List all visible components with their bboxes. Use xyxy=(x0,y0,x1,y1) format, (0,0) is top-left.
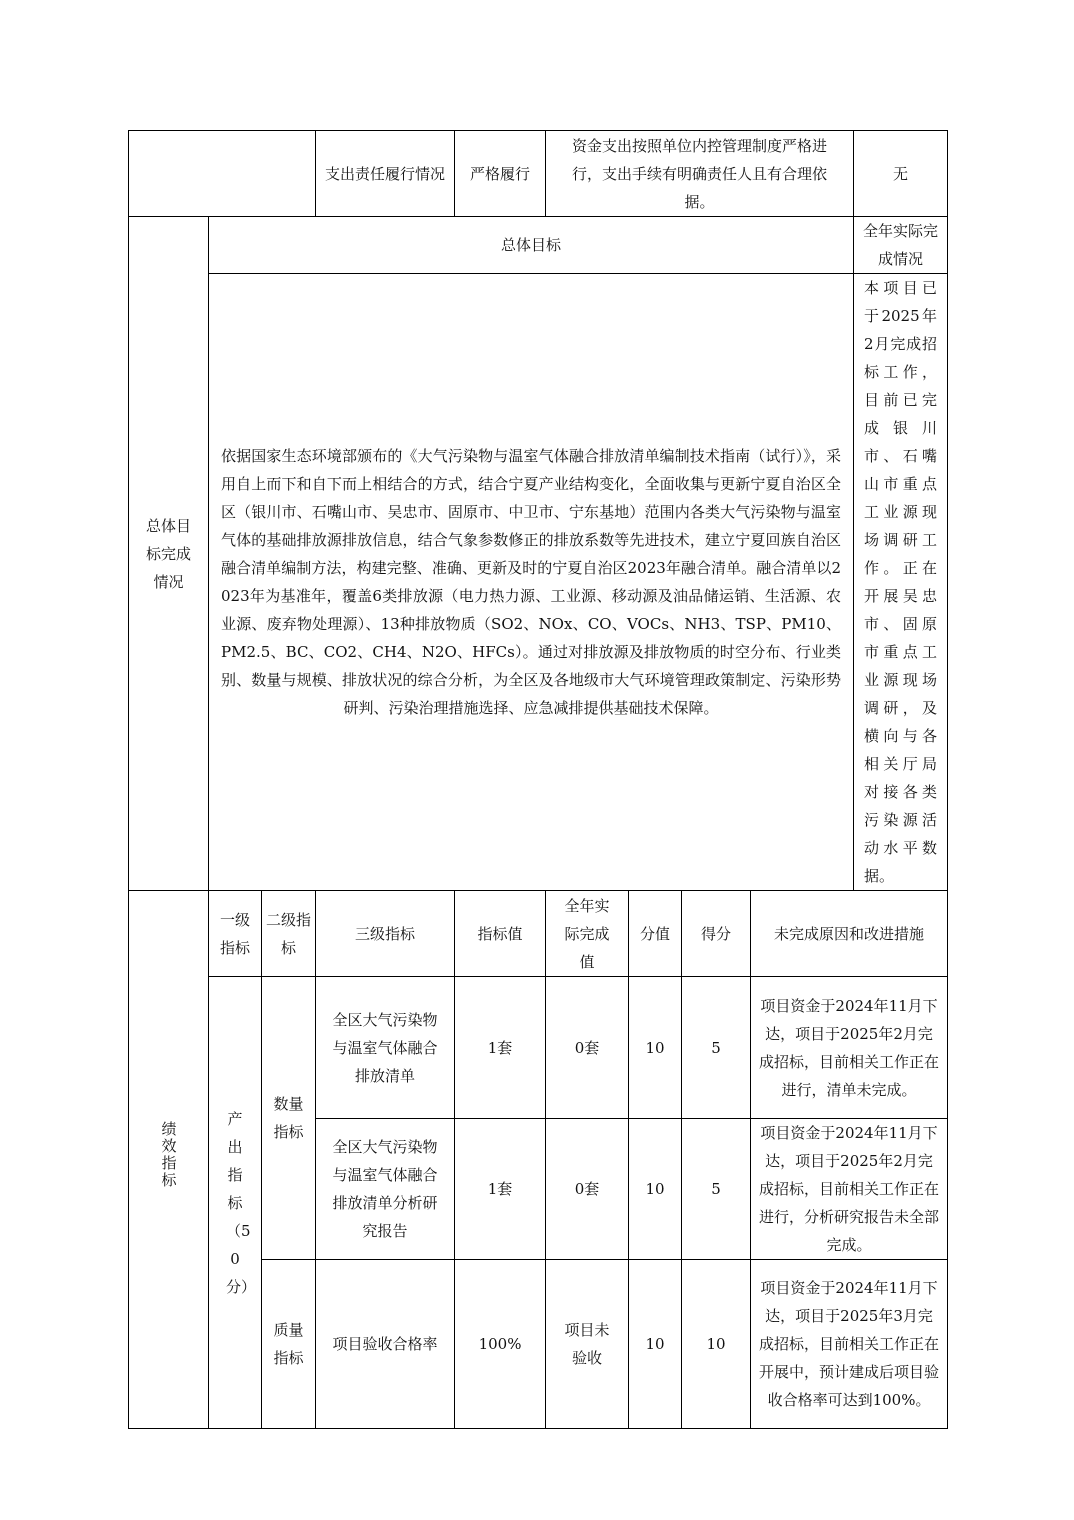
row-score: 10 xyxy=(629,1260,682,1429)
level1-cell xyxy=(209,977,262,1429)
row-got: 5 xyxy=(682,977,751,1119)
row-value: 100% xyxy=(455,1260,546,1429)
row-got: 5 xyxy=(682,1119,751,1260)
row-name: 项目验收合格率 xyxy=(316,1260,455,1429)
expense-actual: 资金支出按照单位内控管理制度严格进行，支出手续有明确责任人且有合理依据。 xyxy=(546,131,854,217)
group-quality: 质量指标 xyxy=(262,1260,316,1429)
blank-cell xyxy=(129,131,316,217)
row-name: 全区大气污染物与温室气体融合排放清单分析研究报告 xyxy=(316,1119,455,1260)
table-row xyxy=(129,977,948,1119)
expense-item: 支出责任履行情况 xyxy=(316,131,455,217)
row-value: 1套 xyxy=(455,977,546,1119)
row-actual: 0套 xyxy=(546,977,629,1119)
overall-label-text: 总体目标完成情况 xyxy=(145,516,191,591)
overall-label xyxy=(129,217,209,891)
row-value: 1套 xyxy=(455,1119,546,1260)
goal-header: 总体目标 xyxy=(209,217,854,274)
header-actual: 全年实际完成值 xyxy=(546,891,629,977)
done-header: 全年实际完成情况 xyxy=(854,217,948,274)
perf-label xyxy=(129,891,209,1429)
row-score: 10 xyxy=(629,977,682,1119)
row-got: 10 xyxy=(682,1260,751,1429)
expense-remark: 无 xyxy=(854,131,948,217)
performance-table xyxy=(128,130,948,1429)
header-value: 指标值 xyxy=(455,891,546,977)
row-reason: 项目资金于2024年11月下达，项目于2025年3月完成招标，目前相关工作正在开展中，预计建成后项目验收合格率可达到100%。 xyxy=(751,1260,948,1429)
row-name: 全区大气污染物与温室气体融合排放清单 xyxy=(316,977,455,1119)
overall-content-row xyxy=(129,274,948,891)
perf-header-row xyxy=(129,891,948,977)
row-actual: 0套 xyxy=(546,1119,629,1260)
expense-row xyxy=(129,131,948,217)
header-l1: 一级指标 xyxy=(209,891,262,977)
row-score: 10 xyxy=(629,1119,682,1260)
level1-text: 产出指标（50分） xyxy=(226,1109,257,1296)
header-l2: 二级指标 xyxy=(262,891,316,977)
perf-label-text: 绩效指标 xyxy=(159,1121,178,1189)
goal-text: 依据国家生态环境部颁布的《大气污染物与温室气体融合排放清单编制技术指南（试行）》，采用自上而下和自下而上相结合的方式，结合宁夏产业结构变化，全面收集与更新宁夏自治区全区（银川市、石嘴山市、吴忠市、固原市、中卫市、宁东基地）范围内各类大气污染物与温室气体的基础排放源排放信息，结合气象参数修正的排放系数等先进技术，建立宁夏回族自治区融合清单编制方法，构建完整、准确、更新及时的宁夏自治区2023年融合清单。融合清单以2023年为基准年，覆盖6类排放源（电力热力源、工业源、移动源及油品储运销、生活源、农业源、废弃物处理源）、13种排放物质（SO2、NOx、CO、VOCs、NH3、TSP、PM10、PM2.5、BC、CO2、CH4、N2O、HFCs）。通过对排放源及排放物质的时空分布、行业类别、数量与规模、排放状况的综合分析，为全区及各地级市大气环境管理政策制定、污染形势研判、污染治理措施选择、应急减排提供基础技术保障。 xyxy=(209,274,854,891)
done-text: 本项目已于2025年2月完成招标工作，目前已完成银川市、石嘴山市重点工业源现场调研工作。正在开展吴忠市、固原市重点工业源现场调研，及横向与各相关厅局对接各类污染源活动水平数据。 xyxy=(854,274,948,891)
overall-header-row xyxy=(129,217,948,274)
group-quantity: 数量指标 xyxy=(262,977,316,1260)
row-actual: 项目未验收 xyxy=(546,1260,629,1429)
row-reason: 项目资金于2024年11月下达，项目于2025年2月完成招标，目前相关工作正在进行，清单未完成。 xyxy=(751,977,948,1119)
expense-target: 严格履行 xyxy=(455,131,546,217)
header-got: 得分 xyxy=(682,891,751,977)
header-l3: 三级指标 xyxy=(316,891,455,977)
header-score: 分值 xyxy=(629,891,682,977)
row-reason: 项目资金于2024年11月下达，项目于2025年2月完成招标，目前相关工作正在进行，分析研究报告未全部完成。 xyxy=(751,1119,948,1260)
header-reason: 未完成原因和改进措施 xyxy=(751,891,948,977)
